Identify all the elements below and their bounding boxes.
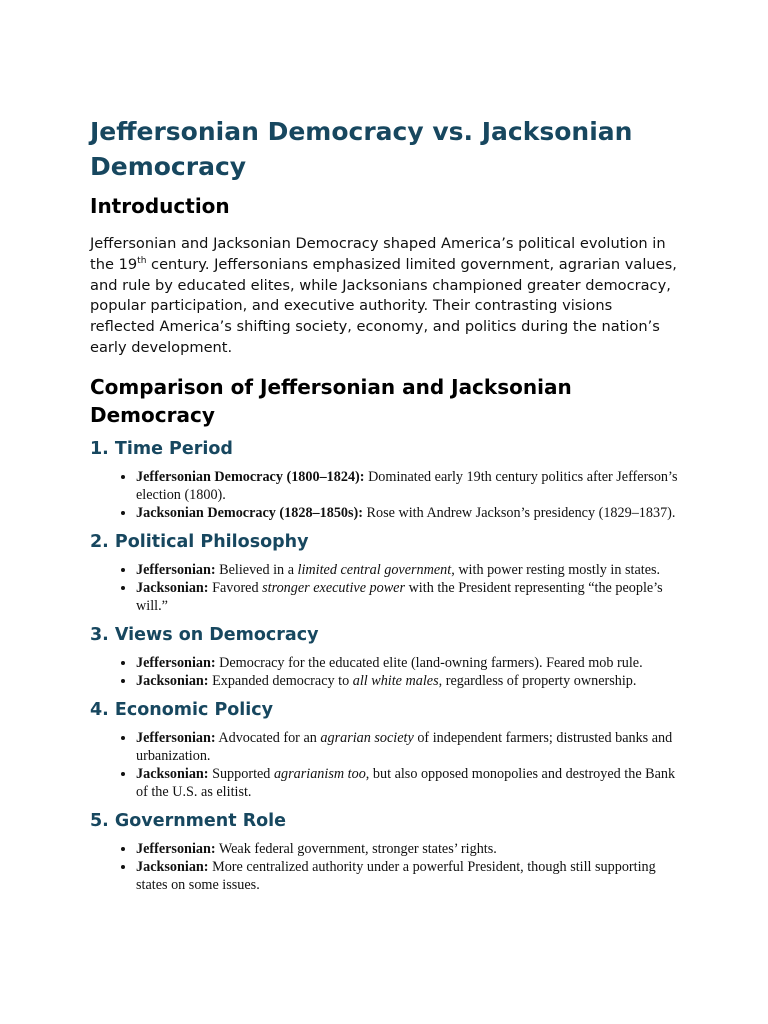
time-period-list xyxy=(90,468,680,522)
section-heading-economic-policy: 4. Economic Policy xyxy=(90,699,274,720)
item-label: Jacksonian: xyxy=(136,765,209,782)
item-label: Jeffersonian: xyxy=(136,654,216,671)
item-label: Jacksonian: xyxy=(136,672,209,689)
document-title: Jeffersonian Democracy vs. Jacksonian Democracy xyxy=(90,117,633,181)
government-role-list xyxy=(90,840,680,894)
item-text: with the President representing “the people’s will.” xyxy=(136,579,663,614)
list-item xyxy=(136,840,680,858)
item-text: More centralized authority under a powerful President, though still supporting states on some issues. xyxy=(136,858,656,893)
item-label: Jeffersonian: xyxy=(136,840,216,857)
item-text: , with power resting mostly in states. xyxy=(451,561,661,578)
list-item xyxy=(136,654,680,672)
item-text: , regardless of property ownership. xyxy=(438,672,637,689)
list-item xyxy=(136,672,680,690)
item-text: Dominated early 19th century politics after Jefferson’s election (1800). xyxy=(136,468,678,503)
item-text: , but also opposed monopolies and destroyed the Bank of the U.S. as elitist. xyxy=(136,765,676,800)
item-text: Rose with Andrew Jackson’s presidency (1829–1837). xyxy=(362,504,676,521)
item-text: of independent farmers; distrusted banks and urbanization. xyxy=(136,729,673,764)
intro-heading: Introduction xyxy=(90,194,230,218)
item-label: Jacksonian: xyxy=(136,858,209,875)
comparison-heading: Comparison of Jeffersonian and Jacksonian Democracy xyxy=(90,374,572,427)
list-item xyxy=(136,561,680,579)
list-item xyxy=(136,765,680,801)
intro-superscript: th xyxy=(137,255,147,266)
list-item xyxy=(136,504,680,522)
item-text: Supported xyxy=(208,765,274,782)
item-text: Expanded democracy to xyxy=(208,672,353,689)
item-text: Believed in a xyxy=(215,561,298,578)
item-label: Jeffersonian: xyxy=(136,729,216,746)
list-item xyxy=(136,468,680,504)
section-heading-government-role: 5. Government Role xyxy=(90,810,287,831)
item-emphasis: agrarianism too xyxy=(273,765,366,782)
list-item xyxy=(136,579,680,615)
item-text: Favored xyxy=(208,579,263,596)
item-emphasis: stronger executive power xyxy=(262,579,406,596)
item-label: Jacksonian: xyxy=(136,579,209,596)
item-text: Advocated for an xyxy=(215,729,321,746)
item-emphasis: limited central government xyxy=(297,561,452,578)
section-heading-political-philosophy: 2. Political Philosophy xyxy=(90,531,309,552)
item-label: Jeffersonian Democracy (1800–1824): xyxy=(136,468,365,485)
item-label: Jacksonian Democracy (1828–1850s): xyxy=(136,504,363,521)
item-emphasis: agrarian society xyxy=(320,729,414,746)
intro-paragraph xyxy=(90,234,680,359)
political-philosophy-list xyxy=(90,561,680,615)
intro-text-2: century. Jeffersonians emphasized limited government, agrarian values, and rule by educated elites, while Jacksonians championed greater democracy, popular participation, and executive authority. Their contrasting visions reflected America’s shifting society, economy, and politics during the nation’s early development. xyxy=(90,255,677,356)
views-on-democracy-list xyxy=(90,654,680,690)
item-text: Weak federal government, stronger states’ rights. xyxy=(215,840,497,857)
item-label: Jeffersonian: xyxy=(136,561,216,578)
section-heading-time-period: 1. Time Period xyxy=(90,438,233,459)
intro-text-1: Jeffersonian and Jacksonian Democracy shaped America’s political evolution in the 19 xyxy=(90,235,666,273)
section-heading-views-on-democracy: 3. Views on Democracy xyxy=(90,624,319,645)
item-text: Democracy for the educated elite (land-owning farmers). Feared mob rule. xyxy=(215,654,643,671)
list-item xyxy=(136,729,680,765)
economic-policy-list xyxy=(90,729,680,801)
list-item xyxy=(136,858,680,894)
item-emphasis: all white males xyxy=(352,672,439,689)
